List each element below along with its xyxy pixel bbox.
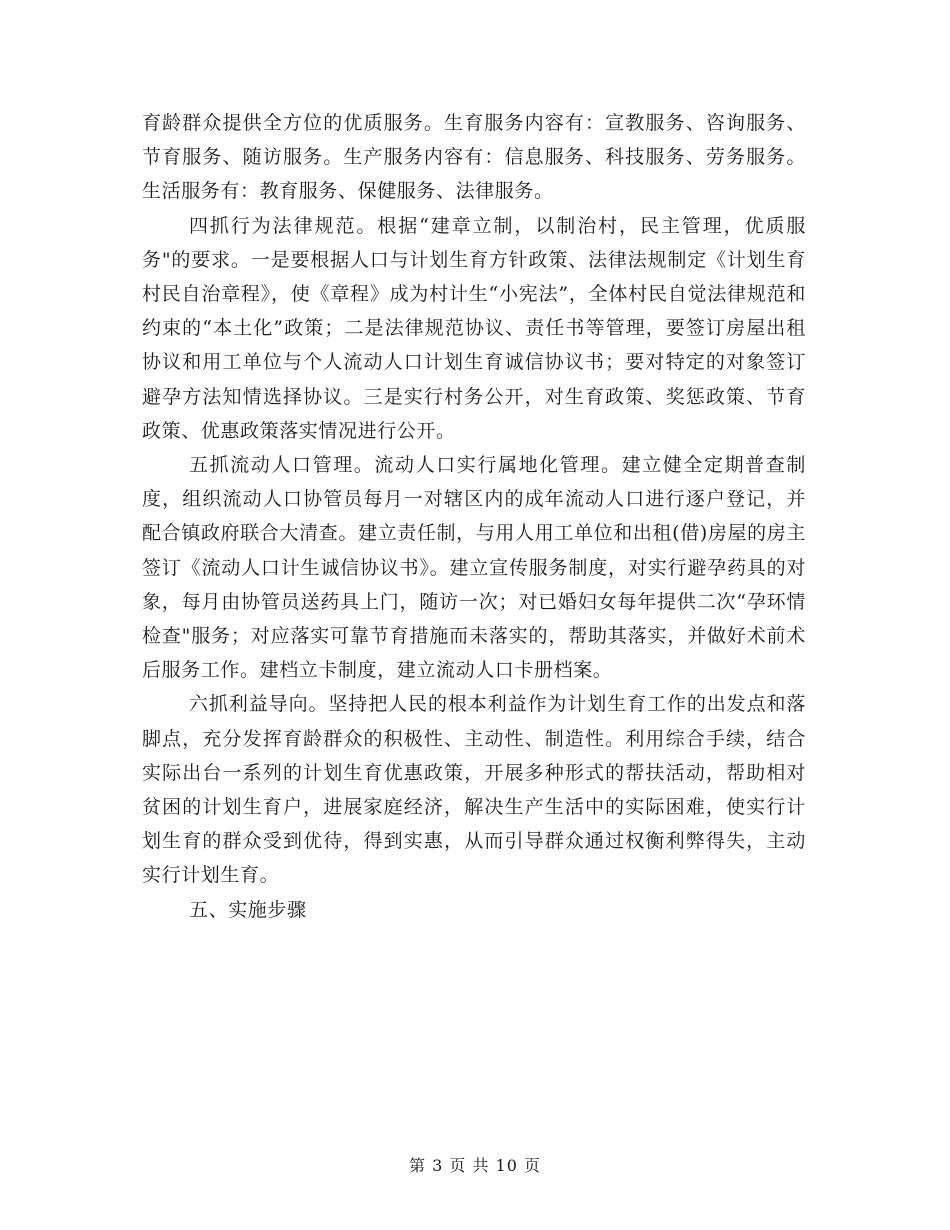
- paragraph-services: 育龄群众提供全方位的优质服务。生育服务内容有：宣教服务、咨询服务、节育服务、随访服务。生产服务内容有：信息服务、科技服务、劳务服务。生活服务有：教育服务、保健服务、法律服务。: [142, 112, 806, 203]
- paragraph-floating-population: 五抓流动人口管理。流动人口实行属地化管理。建立健全定期普查制度，组织流动人口协管员每月一对辖区内的成年流动人口进行逐户登记，并配合镇政府联合大清查。建立责任制，与用人用工单位和出租(借)房屋的房主签订《流动人口计生诚信协议书》。建立宣传服务制度，对实行避孕药具的对象，每月由协管员送药具上门，随访一次；对已婚妇女每年提供二次“孕环情检查"服务；对应落实可靠节育措施而未落实的，帮助其落实，并做好术前术后服务工作。建档立卡制度，建立流动人口卡册档案。: [142, 454, 806, 682]
- document-body: [142, 106, 806, 927]
- paragraph-legal-norms: 四抓行为法律规范。根据“建章立制，以制治村，民主管理，优质服务"的要求。一是要根据人口与计划生育方针政策、法律法规制定《计划生育村民自治章程》，使《章程》成为村计生“小宪法”，全体村民自觉法律规范和约束的“本土化”政策；二是法律规范协议、责任书等管理，要签订房屋出租协议和用工单位与个人流动人口计划生育诚信协议书；要对特定的对象签订避孕方法知情选择协议。三是实行村务公开，对生育政策、奖惩政策、节育政策、优惠政策落实情况进行公开。: [142, 214, 806, 442]
- page-number-footer: 第 3 页 共 10 页: [409, 1156, 541, 1175]
- section-heading-implementation-steps: 五、实施步骤: [189, 898, 307, 921]
- paragraph-interest-guidance: 六抓利益导向。坚持把人民的根本利益作为计划生育工作的出发点和落脚点，充分发挥育龄群众的积极性、主动性、制造性。利用综合手续，结合实际出台一系列的计划生育优惠政策，开展多种形式的帮扶活动，帮助相对贫困的计划生育户，进展家庭经济，解决生产生活中的实际困难，使实行计划生育的群众受到优待，得到实惠，从而引导群众通过权衡利弊得失，主动实行计划生育。: [142, 693, 806, 887]
